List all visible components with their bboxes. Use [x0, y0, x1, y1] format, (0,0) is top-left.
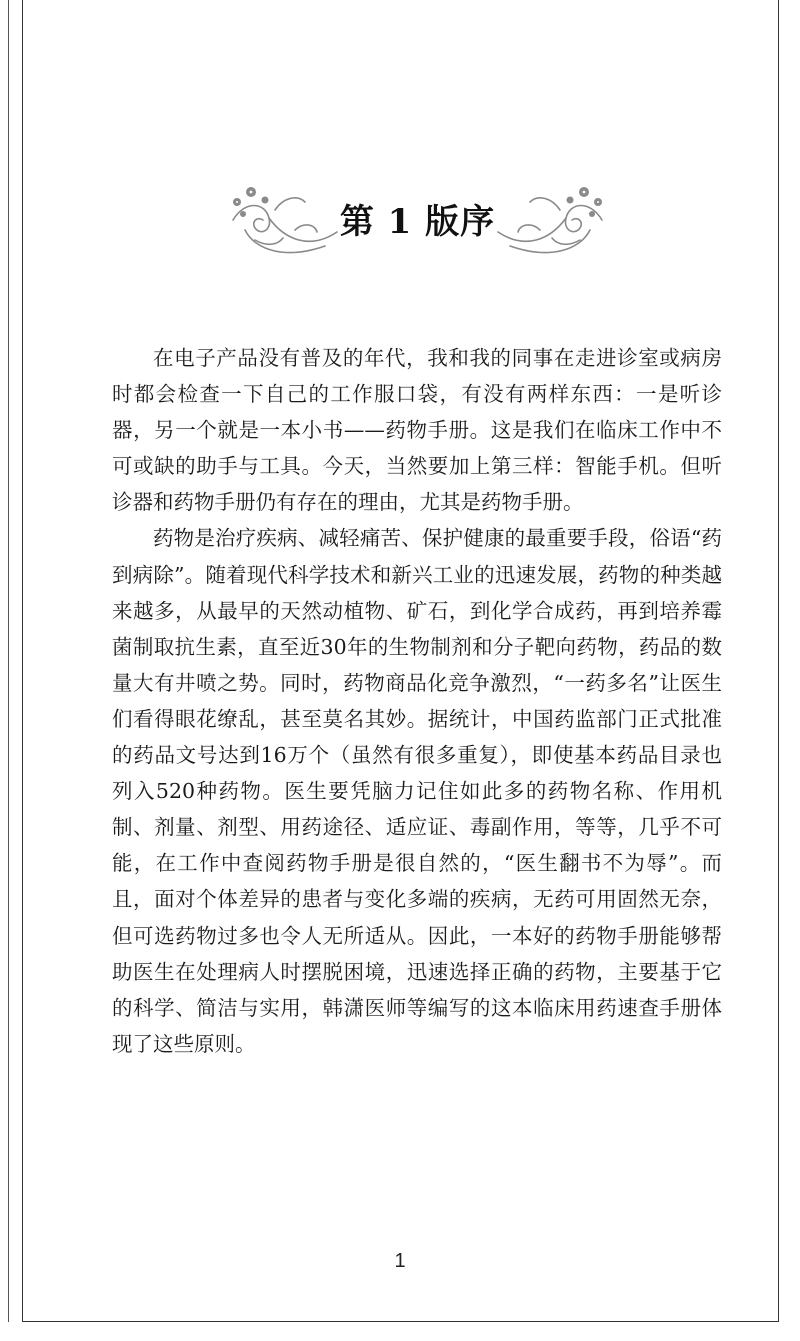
preface-body	[112, 340, 722, 1062]
paragraph: 在电子产品没有普及的年代，我和我的同事在走进诊室或病房时都会检查一下自己的工作服口袋，有没有两样东西：一是听诊器，另一个就是一本小书——药物手册。这是我们在临床工作中不可或缺的助手与工具。今天，当然要加上第三样：智能手机。但听诊器和药物手册仍有存在的理由，尤其是药物手册。	[112, 346, 722, 515]
page-outer-edge	[8, 0, 9, 1322]
chapter-heading	[225, 180, 610, 270]
paragraph: 药物是治疗疾病、减轻痛苦、保护健康的最重要手段，俗语“药到病除”。随着现代科学技术和新兴工业的迅速发展，药物的种类越来越多，从最早的天然动植物、矿石，到化学合成药，再到培养霉菌制取抗生素，直至近30年的生物制剂和分子靶向药物，药品的数量大有井喷之势。同时，药物商品化竞争激烈，“一药多名”让医生们看得眼花缭乱，甚至莫名其妙。据统计，中国药监部门正式批准的药品文号达到16万个（虽然有很多重复），即使基本药品目录也列入520种药物。医生要凭脑力记住如此多的药物名称、作用机制、剂量、剂型、用药途径、适应证、毒副作用，等等，几乎不可能，在工作中查阅药物手册是很自然的，“医生翻书不为辱”。而且，面对个体差异的患者与变化多端的疾病，无药可用固然无奈，但可选药物过多也令人无所适从。因此，一本好的药物手册能够帮助医生在处理病人时摆脱困境，迅速选择正确的药物，主要基于它的科学、简洁与实用，韩潇医师等编写的这本临床用药速查手册体现了这些原则。	[112, 526, 722, 1056]
page-title: 第 1 版序	[339, 202, 496, 242]
page-number: 1	[394, 1250, 406, 1272]
